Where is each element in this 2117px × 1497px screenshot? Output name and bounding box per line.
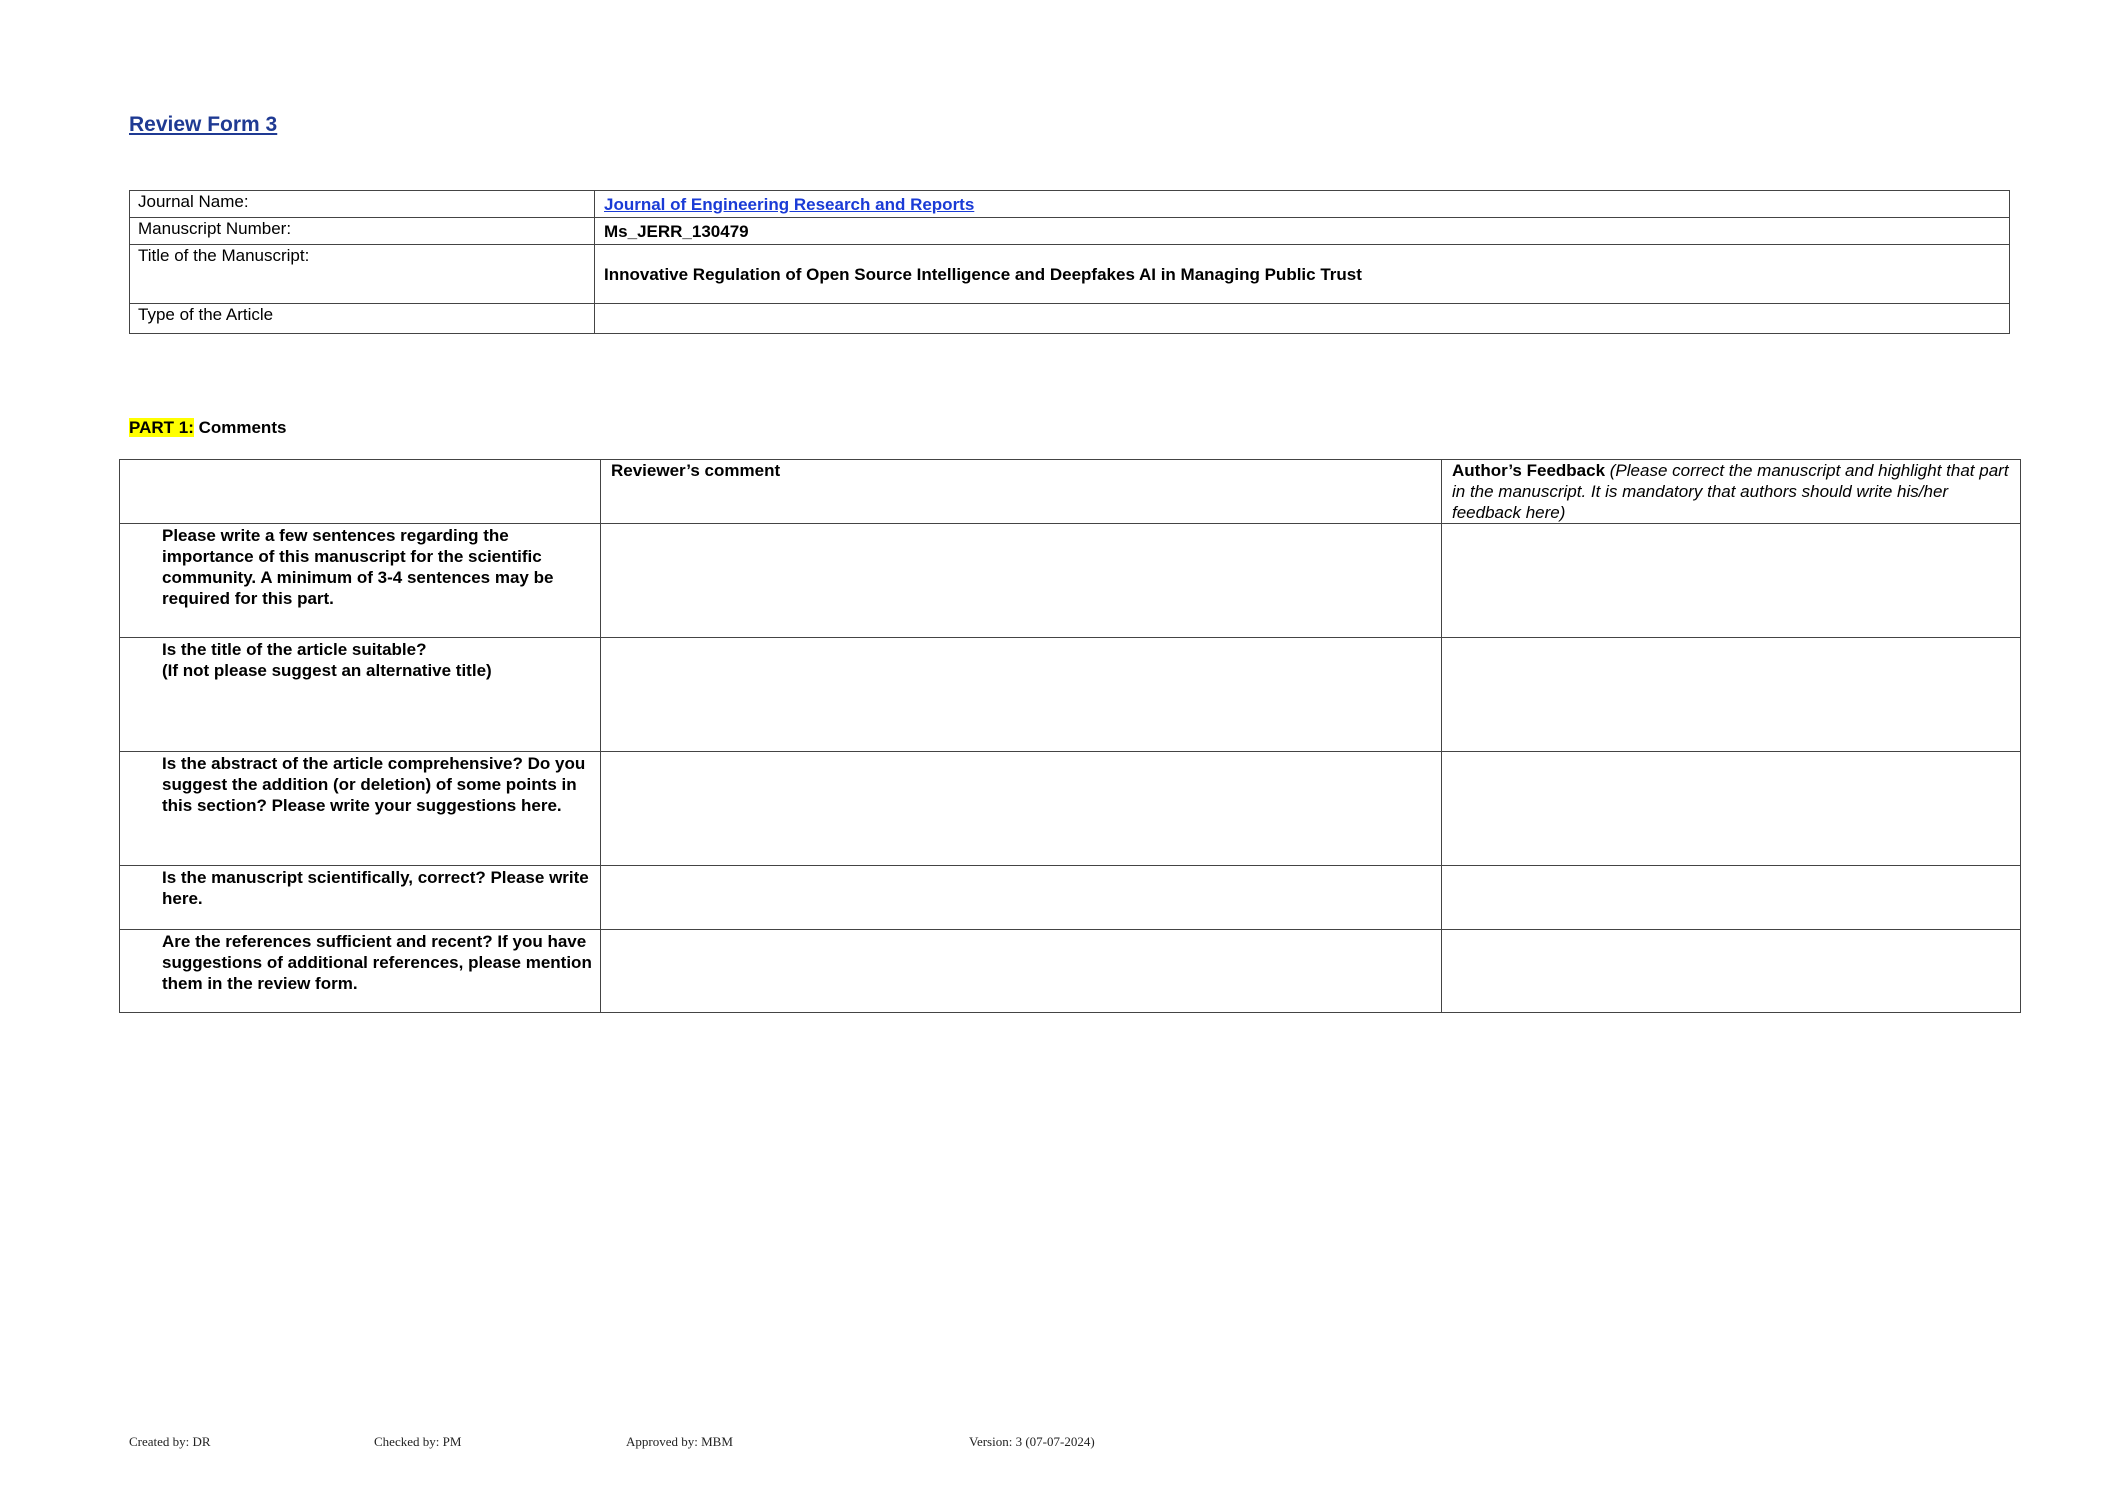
footer-created-by: Created by: DR bbox=[129, 1434, 211, 1449]
footer-version: Version: 3 (07-07-2024) bbox=[969, 1434, 1095, 1449]
form-title[interactable]: Review Form 3 bbox=[129, 113, 278, 136]
review-row bbox=[120, 752, 2021, 866]
author-feedback-title: Author’s Feedback bbox=[1452, 461, 1606, 480]
reviewer-comment-cell[interactable] bbox=[601, 866, 1442, 930]
manuscript-title-label: Title of the Manuscript: bbox=[130, 245, 595, 304]
question-title-suitable: Is the title of the article suitable? (If not please suggest an alternative title) bbox=[120, 638, 601, 752]
review-comments-table bbox=[119, 459, 2021, 1013]
review-row bbox=[120, 930, 2021, 1013]
footer-checked-by: Checked by: PM bbox=[374, 1434, 462, 1449]
reviewer-comment-header: Reviewer’s comment bbox=[601, 460, 1442, 524]
question-importance: Please write a few sentences regarding the importance of this manuscript for the scientific community. A minimum of 3-4 sentences may be required for this part. bbox=[120, 524, 601, 638]
article-type-row bbox=[130, 304, 2010, 334]
manuscript-number-value: Ms_JERR_130479 bbox=[595, 218, 2010, 245]
footer-approved-by: Approved by: MBM bbox=[626, 1434, 733, 1449]
author-feedback-cell[interactable] bbox=[1442, 866, 2021, 930]
journal-link[interactable]: Journal of Engineering Research and Reports bbox=[604, 195, 975, 214]
manuscript-title-row bbox=[130, 245, 2010, 304]
review-row bbox=[120, 866, 2021, 930]
journal-row bbox=[130, 191, 2010, 218]
manuscript-number-row bbox=[130, 218, 2010, 245]
question-header-cell bbox=[120, 460, 601, 524]
author-feedback-header bbox=[1442, 460, 2021, 524]
question-abstract: Is the abstract of the article comprehensive? Do you suggest the addition (or deletion) of some points in this section? Please write your suggestions here. bbox=[120, 752, 601, 866]
reviewer-comment-cell[interactable] bbox=[601, 930, 1442, 1013]
article-type-label: Type of the Article bbox=[130, 304, 595, 334]
reviewer-comment-cell[interactable] bbox=[601, 752, 1442, 866]
manuscript-number-label: Manuscript Number: bbox=[130, 218, 595, 245]
part-1-heading bbox=[129, 418, 286, 438]
question-scientific-correctness: Is the manuscript scientifically, correct? Please write here. bbox=[120, 866, 601, 930]
journal-value-cell bbox=[595, 191, 2010, 218]
author-feedback-cell[interactable] bbox=[1442, 524, 2021, 638]
question-references: Are the references sufficient and recent? If you have suggestions of additional references, please mention them in the review form. bbox=[120, 930, 601, 1013]
author-feedback-cell[interactable] bbox=[1442, 930, 2021, 1013]
author-feedback-instruction: (Please correct the manuscript and highlight that part in the manuscript. It is mandatory that authors should write his/her feedback here) bbox=[1452, 461, 2009, 522]
manuscript-info-table bbox=[129, 190, 2010, 334]
part-1-tag: PART 1: bbox=[129, 418, 194, 437]
reviewer-comment-cell[interactable] bbox=[601, 638, 1442, 752]
review-header-row bbox=[120, 460, 2021, 524]
review-row bbox=[120, 524, 2021, 638]
part-1-label: Comments bbox=[193, 418, 287, 437]
author-feedback-cell[interactable] bbox=[1442, 638, 2021, 752]
journal-label: Journal Name: bbox=[130, 191, 595, 218]
manuscript-title-value: Innovative Regulation of Open Source Intelligence and Deepfakes AI in Managing Public Trust bbox=[595, 245, 2010, 304]
reviewer-comment-cell[interactable] bbox=[601, 524, 1442, 638]
author-feedback-cell[interactable] bbox=[1442, 752, 2021, 866]
review-row bbox=[120, 638, 2021, 752]
article-type-value[interactable] bbox=[595, 304, 2010, 334]
